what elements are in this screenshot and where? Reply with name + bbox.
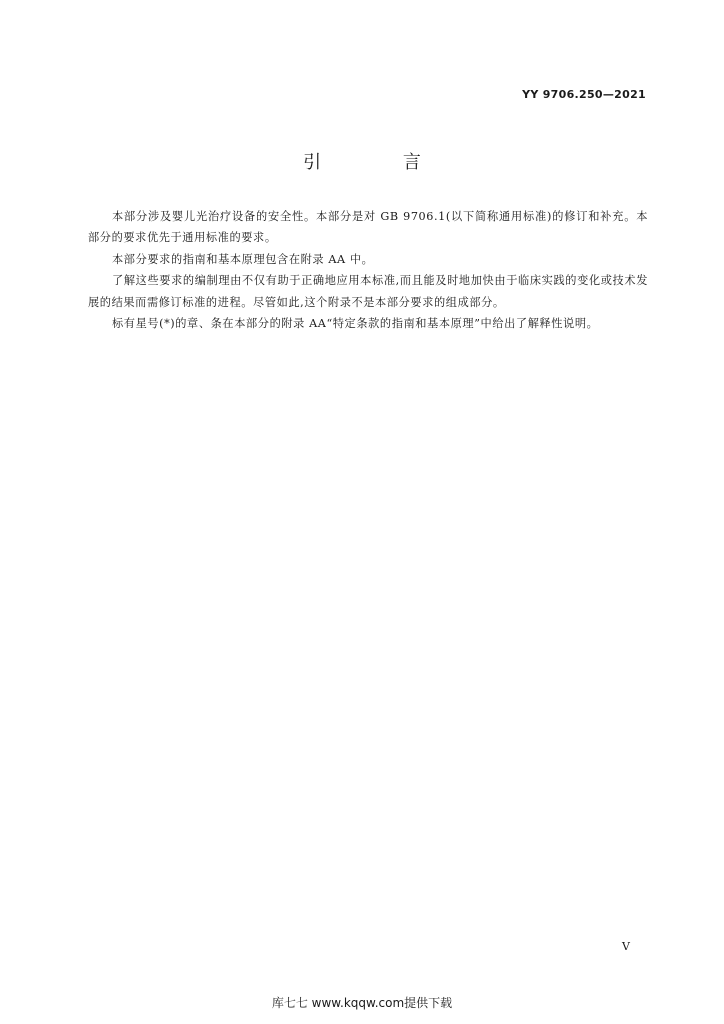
paragraph-1: 本部分涉及婴儿光治疗设备的安全性。本部分是对 GB 9706.1(以下简称通用标准)的修订和补充。本部分的要求优先于通用标准的要求。: [88, 210, 648, 245]
introduction-body: [88, 206, 648, 334]
standard-code: YY 9706.250—2021: [522, 88, 646, 101]
paragraph-3: 了解这些要求的编制理由不仅有助于正确地应用本标准,而且能及时地加快由于临床实践的变化或技术发展的结果而需修订标准的进程。尽管如此,这个附录不是本部分要求的组成部分。: [88, 274, 648, 309]
paragraph-2: 本部分要求的指南和基本原理包含在附录 AA 中。: [112, 252, 374, 266]
paragraph-4: 标有星号(*)的章、条在本部分的附录 AA“特定条款的指南和基本原理”中给出了解释性说明。: [112, 317, 599, 331]
page-number: V: [622, 940, 630, 953]
download-watermark[interactable]: 库七七 www.kqqw.com提供下载: [271, 996, 453, 1010]
page-title: 引 言: [303, 152, 459, 173]
